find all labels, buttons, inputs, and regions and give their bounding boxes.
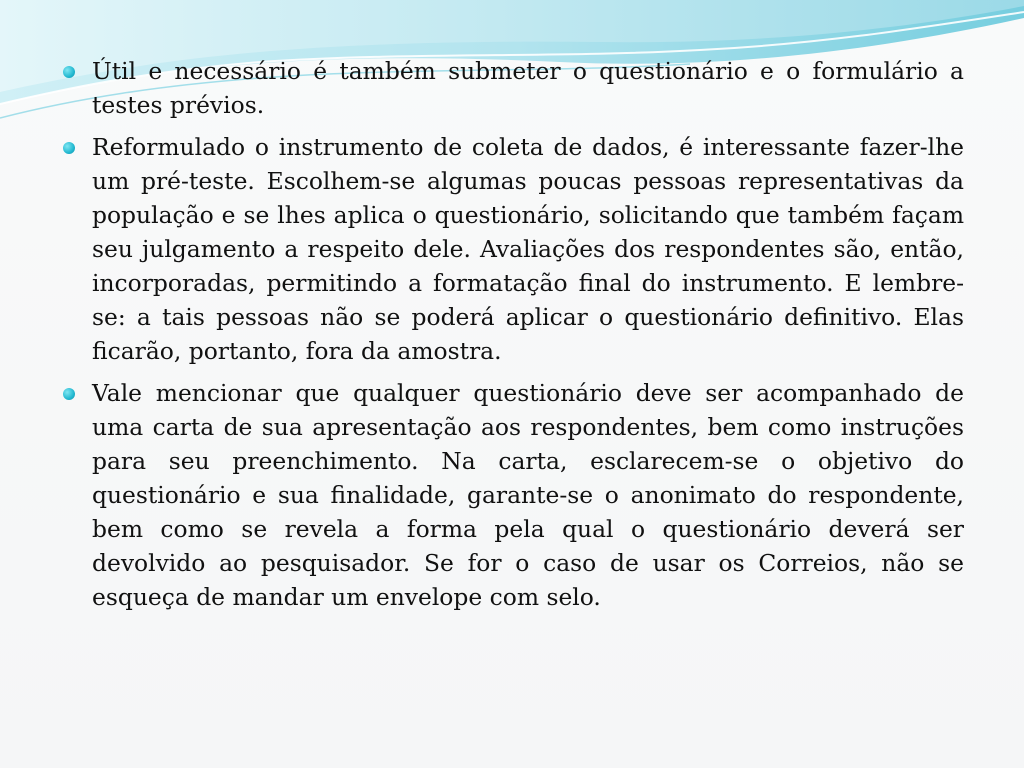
bullet-dot-icon — [63, 388, 75, 400]
bullet-item-1 — [60, 54, 964, 122]
bullet-text-2: Reformulado o instrumento de coleta de dados, é interessante fazer-lhe um pré-teste. Escolhem-se algumas poucas pessoas representativas da população e se lhes aplica o questionário, solicitando que também façam seu julgamento a respeito dele. Avaliações dos respondentes são, então, incorporadas, permitindo a formatação final do instrumento. E lembre-se: a tais pessoas não se poderá aplicar o questionário definitivo. Elas ficarão, portanto, fora da amostra. — [92, 133, 964, 365]
bullet-item-3 — [60, 376, 964, 614]
bullet-text-1: Útil e necessário é também submeter o questionário e o formulário a testes prévios. — [92, 57, 964, 119]
bullet-item-2 — [60, 130, 964, 368]
bullet-dot-icon — [63, 66, 75, 78]
bullet-text-3: Vale mencionar que qualquer questionário deve ser acompanhado de uma carta de sua apresentação aos respondentes, bem como instruções para seu preenchimento. Na carta, esclarecem-se o objetivo do questionário e sua finalidade, garante-se o anonimato do respondente, bem como se revela a forma pela qual o questionário deverá ser devolvido ao pesquisador. Se for o caso de usar os Correios, não se esqueça de mandar um envelope com selo. — [92, 379, 964, 611]
bullet-dot-icon — [63, 142, 75, 154]
bullet-list — [60, 54, 964, 622]
